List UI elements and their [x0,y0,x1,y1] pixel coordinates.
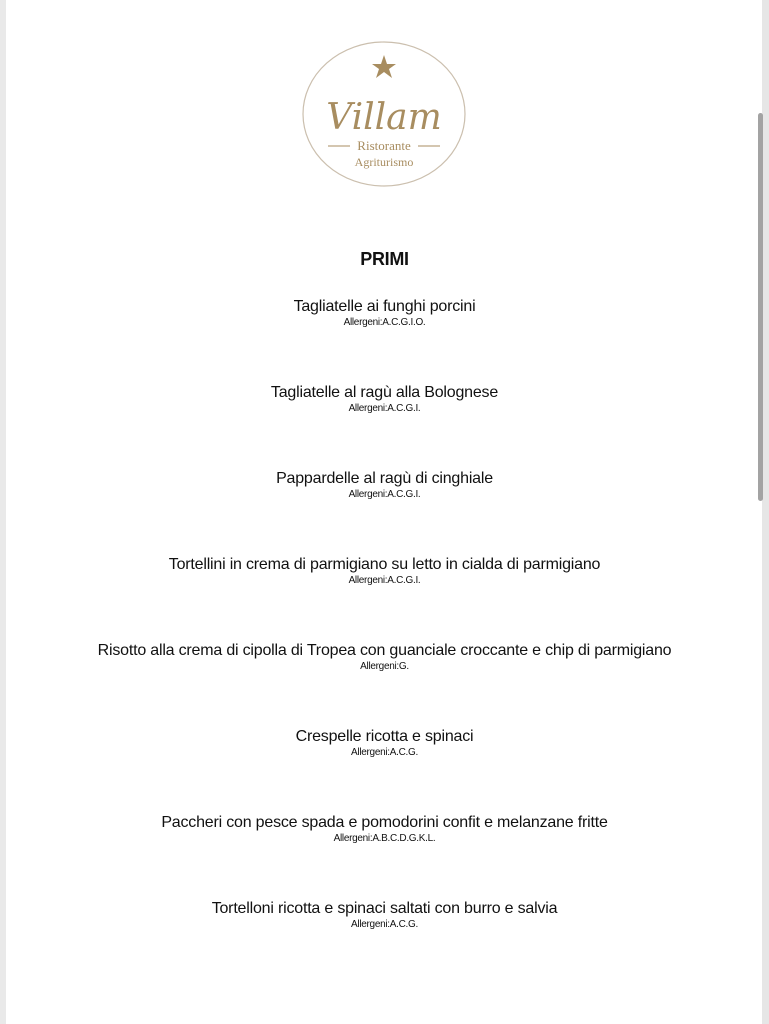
dish-allergens: Allergeni:A.C.G.I.O. [343,317,426,328]
dish-name: Tortelloni ricotta e spinaci saltati con burro e salvia [211,900,558,917]
dish-name: Pappardelle al ragù di cinghiale [276,470,493,487]
dish-name: Tagliatelle ai funghi porcini [293,298,476,315]
svg-text:Agriturismo: Agriturismo [354,155,414,169]
dish-allergens: Allergeni:A.C.G. [351,747,418,758]
dish-allergens: Allergeni:A.C.G.I. [348,403,421,414]
scrollbar-thumb[interactable] [758,113,763,501]
svg-text:Villam: Villam [326,97,442,138]
menu-item [0,297,769,329]
menu-item [0,899,769,931]
section-title: PRIMI [360,249,409,269]
menu-item [0,727,769,759]
dish-allergens: Allergeni:G. [360,661,409,672]
dish-allergens: Allergeni:A.C.G.I. [348,489,421,500]
dish-allergens: Allergeni:A.B.C.D.G.K.L. [333,833,436,844]
star-icon [372,55,396,78]
restaurant-logo [302,41,466,187]
dish-name: Crespelle ricotta e spinaci [295,728,474,745]
dish-allergens: Allergeni:A.C.G. [351,919,418,930]
dish-name: Paccheri con pesce spada e pomodorini confit e melanzane fritte [161,814,608,831]
dish-name: Risotto alla crema di cipolla di Tropea con guanciale croccante e chip di parmigiano [97,642,672,659]
menu-item [0,469,769,501]
svg-text:Ristorante: Ristorante [357,138,411,153]
menu-item [0,641,769,673]
menu-item [0,813,769,845]
dish-name: Tortellini in crema di parmigiano su letto in cialda di parmigiano [168,556,601,573]
menu-item [0,555,769,587]
menu-item [0,383,769,415]
dish-name: Tagliatelle al ragù alla Bolognese [270,384,499,401]
scrollbar-track[interactable] [762,0,769,1024]
dish-allergens: Allergeni:A.C.G.I. [348,575,421,586]
